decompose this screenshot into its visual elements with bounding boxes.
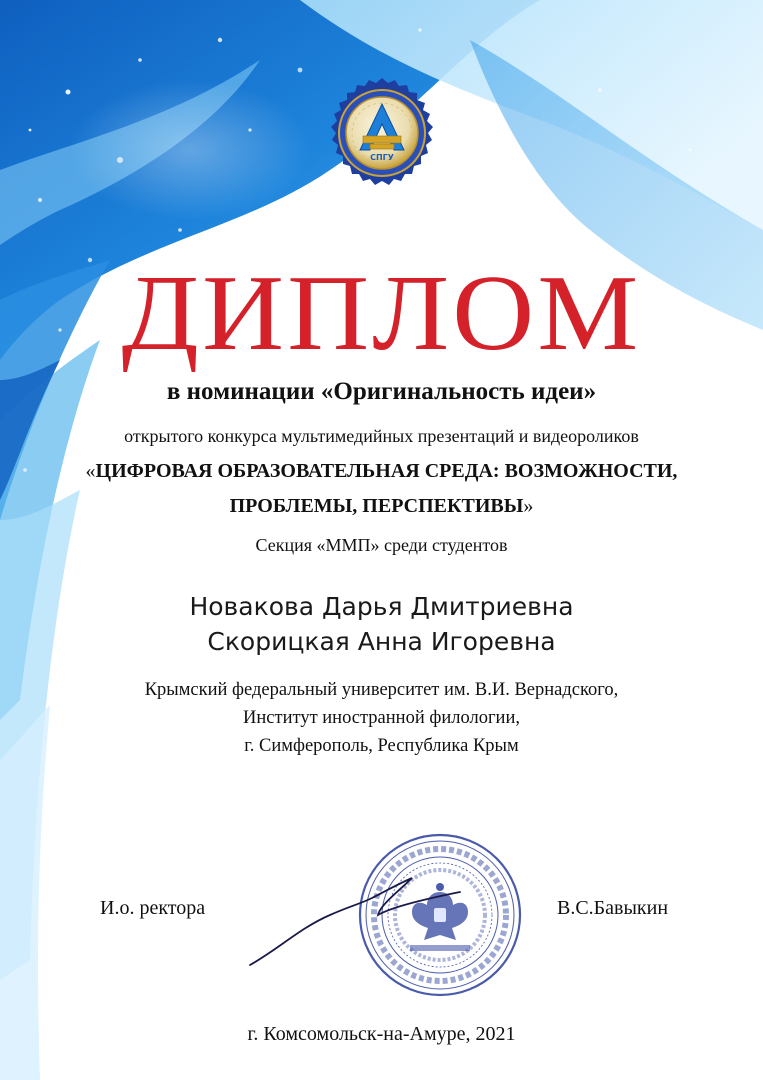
recipient-name: Новакова Дарья Дмитриевна — [189, 592, 574, 621]
emblem-label: СПГУ — [370, 153, 394, 162]
contest-name-text-1: ЦИФРОВАЯ ОБРАЗОВАТЕЛЬНАЯ СРЕДА: ВОЗМОЖНОСТИ, — [95, 460, 678, 482]
place-and-year: г. Комсомольск-на-Амуре, 2021 — [247, 1023, 516, 1045]
quote-close: » — [523, 495, 534, 517]
section-line: Секция «ММП» среди студентов — [255, 535, 508, 555]
contest-name-line2 — [0, 495, 763, 518]
recipient-name: Скорицкая Анна Игоревна — [207, 627, 556, 656]
quote-open: « — [85, 460, 96, 482]
affiliation-line: г. Симферополь, Республика Крым — [244, 736, 519, 756]
diploma-title: ДИПЛОМ — [121, 254, 642, 373]
contest-name-text-2: ПРОБЛЕМЫ, ПЕРСПЕКТИВЫ — [229, 495, 524, 517]
contest-name-line1 — [0, 460, 763, 483]
affiliation-line: Институт иностранной филологии, — [243, 708, 520, 728]
nomination-line: в номинации «Оригинальность идеи» — [166, 378, 597, 405]
affiliation-line: Крымский федеральный университет им. В.И. Вернадского, — [144, 680, 619, 700]
signer-title: И.о. ректора — [100, 897, 206, 919]
contest-intro: открытого конкурса мультимедийных презентаций и видеороликов — [124, 426, 639, 446]
signer-name: В.С.Бавыкин — [557, 897, 669, 919]
